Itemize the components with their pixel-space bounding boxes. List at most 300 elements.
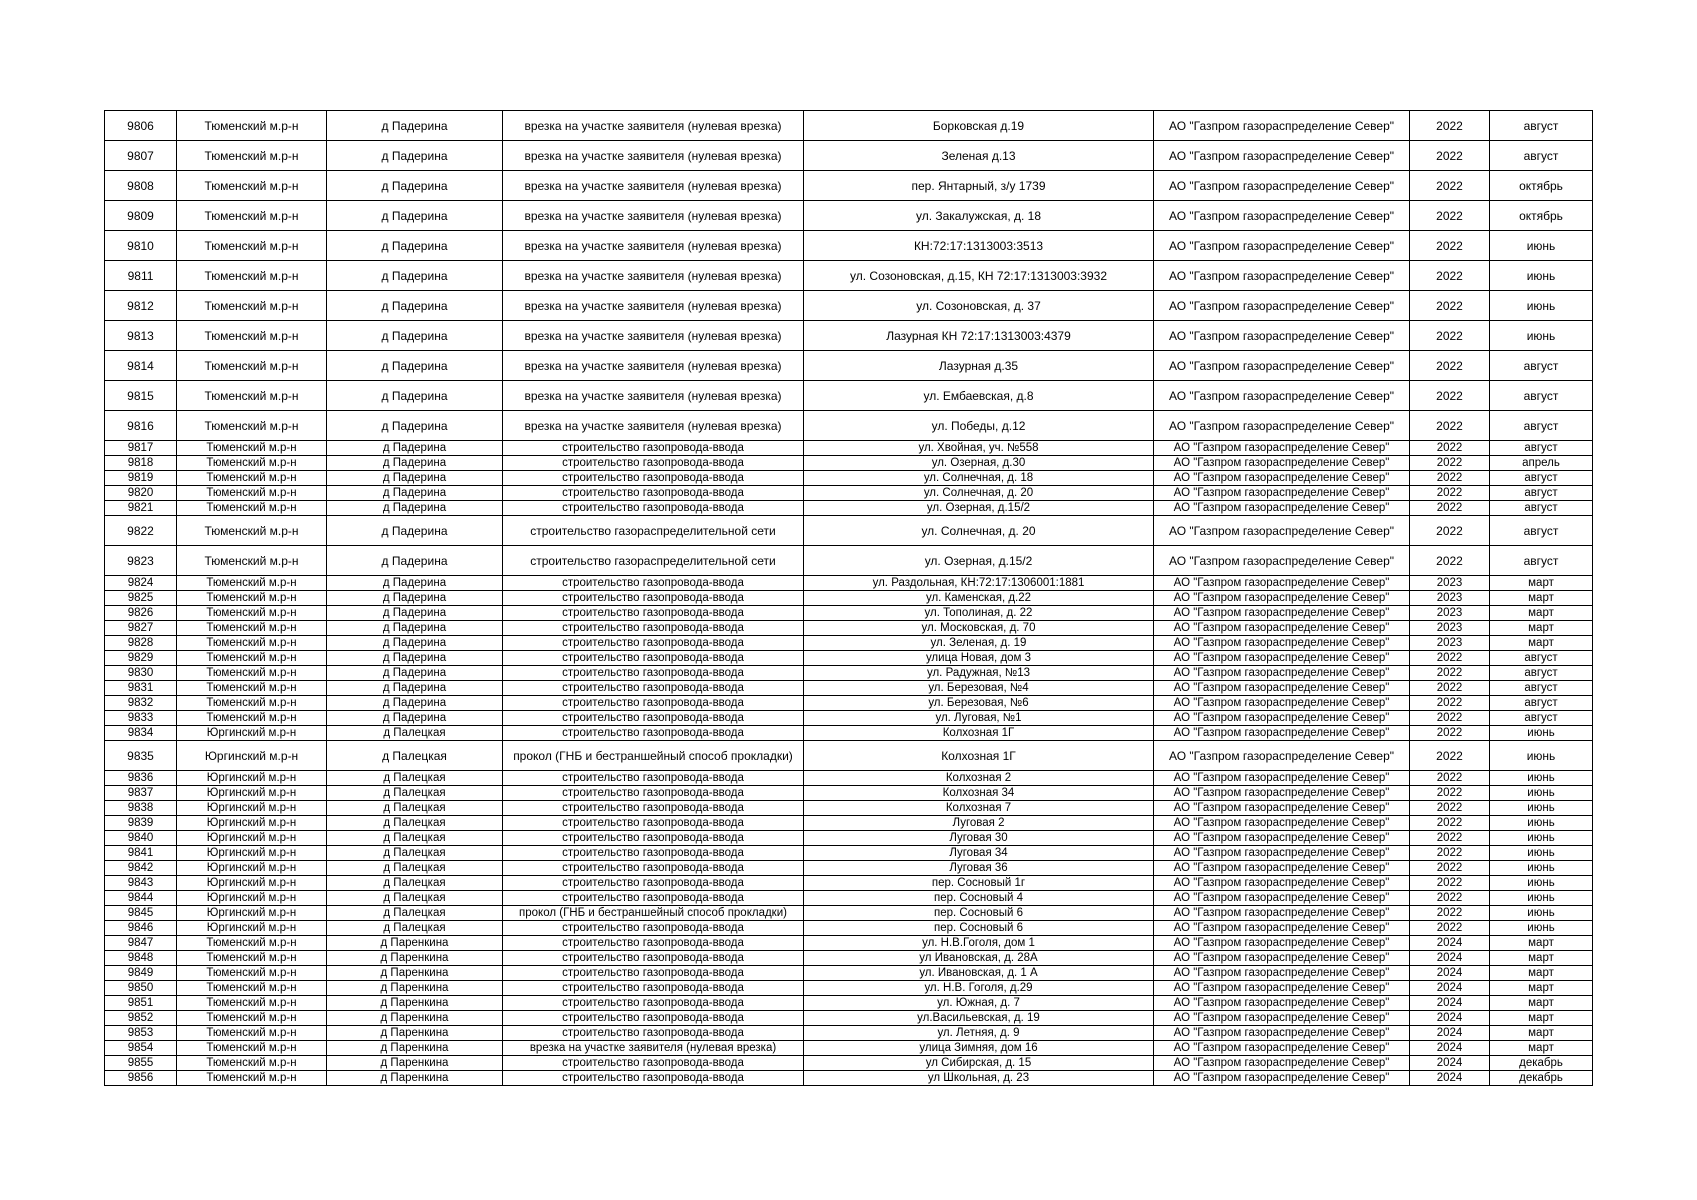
locality-cell: д Падерина: [327, 711, 503, 726]
month-cell: март: [1490, 636, 1593, 651]
organization-cell: АО "Газпром газораспределение Север": [1154, 576, 1410, 591]
year-cell: 2022: [1410, 141, 1490, 171]
month-cell: март: [1490, 966, 1593, 981]
work-type-cell: строительство газопровода-ввода: [503, 966, 804, 981]
work-type-cell: строительство газопровода-ввода: [503, 576, 804, 591]
organization-cell: АО "Газпром газораспределение Север": [1154, 1026, 1410, 1041]
table-body: [105, 111, 1593, 1086]
locality-cell: д Падерина: [327, 576, 503, 591]
address-cell: КН:72:17:1313003:3513: [804, 231, 1154, 261]
address-cell: пер. Сосновый 4: [804, 891, 1154, 906]
work-type-cell: строительство газопровода-ввода: [503, 981, 804, 996]
month-cell: март: [1490, 1011, 1593, 1026]
district-cell: Тюменский м.р-н: [177, 291, 327, 321]
address-cell: ул. Солнечная, д. 20: [804, 516, 1154, 546]
year-cell: 2022: [1410, 456, 1490, 471]
organization-cell: АО "Газпром газораспределение Север": [1154, 876, 1410, 891]
address-cell: пер. Янтарный, з/у 1739: [804, 171, 1154, 201]
organization-cell: АО "Газпром газораспределение Север": [1154, 381, 1410, 411]
row-number-cell: 9847: [105, 936, 177, 951]
year-cell: 2022: [1410, 666, 1490, 681]
table-row: [105, 876, 1593, 891]
organization-cell: АО "Газпром газораспределение Север": [1154, 321, 1410, 351]
locality-cell: д Паренкина: [327, 1041, 503, 1056]
address-cell: ул. Радужная, №13: [804, 666, 1154, 681]
row-number-cell: 9848: [105, 951, 177, 966]
address-cell: ул. Зеленая, д. 19: [804, 636, 1154, 651]
locality-cell: д Падерина: [327, 471, 503, 486]
organization-cell: АО "Газпром газораспределение Север": [1154, 606, 1410, 621]
table-row: [105, 516, 1593, 546]
address-cell: ул. Тополиная, д. 22: [804, 606, 1154, 621]
row-number-cell: 9815: [105, 381, 177, 411]
month-cell: октябрь: [1490, 201, 1593, 231]
row-number-cell: 9819: [105, 471, 177, 486]
locality-cell: д Падерина: [327, 351, 503, 381]
row-number-cell: 9836: [105, 771, 177, 786]
table-row: [105, 861, 1593, 876]
organization-cell: АО "Газпром газораспределение Север": [1154, 906, 1410, 921]
work-type-cell: строительство газопровода-ввода: [503, 936, 804, 951]
year-cell: 2022: [1410, 696, 1490, 711]
year-cell: 2022: [1410, 891, 1490, 906]
organization-cell: АО "Газпром газораспределение Север": [1154, 696, 1410, 711]
district-cell: Юргинский м.р-н: [177, 861, 327, 876]
district-cell: Тюменский м.р-н: [177, 636, 327, 651]
address-cell: ул. Н.В.Гоголя, дом 1: [804, 936, 1154, 951]
work-type-cell: строительство газопровода-ввода: [503, 921, 804, 936]
work-type-cell: строительство газопровода-ввода: [503, 471, 804, 486]
row-number-cell: 9835: [105, 741, 177, 771]
address-cell: Зеленая д.13: [804, 141, 1154, 171]
month-cell: июнь: [1490, 906, 1593, 921]
work-type-cell: строительство газопровода-ввода: [503, 786, 804, 801]
table-row: [105, 771, 1593, 786]
work-type-cell: строительство газопровода-ввода: [503, 801, 804, 816]
work-type-cell: строительство газораспределительной сети: [503, 546, 804, 576]
organization-cell: АО "Газпром газораспределение Север": [1154, 741, 1410, 771]
table-row: [105, 381, 1593, 411]
address-cell: ул. Березовая, №6: [804, 696, 1154, 711]
row-number-cell: 9828: [105, 636, 177, 651]
work-type-cell: строительство газопровода-ввода: [503, 876, 804, 891]
locality-cell: д Палецкая: [327, 786, 503, 801]
district-cell: Тюменский м.р-н: [177, 201, 327, 231]
address-cell: ул. Московская, д. 70: [804, 621, 1154, 636]
year-cell: 2022: [1410, 231, 1490, 261]
district-cell: Тюменский м.р-н: [177, 1011, 327, 1026]
work-type-cell: строительство газопровода-ввода: [503, 711, 804, 726]
organization-cell: АО "Газпром газораспределение Север": [1154, 951, 1410, 966]
month-cell: март: [1490, 1026, 1593, 1041]
month-cell: август: [1490, 111, 1593, 141]
month-cell: август: [1490, 486, 1593, 501]
locality-cell: д Падерина: [327, 111, 503, 141]
table-row: [105, 321, 1593, 351]
address-cell: ул. Каменская, д.22: [804, 591, 1154, 606]
locality-cell: д Палецкая: [327, 816, 503, 831]
locality-cell: д Паренкина: [327, 996, 503, 1011]
organization-cell: АО "Газпром газораспределение Север": [1154, 666, 1410, 681]
work-type-cell: строительство газопровода-ввода: [503, 681, 804, 696]
locality-cell: д Падерина: [327, 516, 503, 546]
table-row: [105, 501, 1593, 516]
work-type-cell: врезка на участке заявителя (нулевая врезка): [503, 381, 804, 411]
month-cell: август: [1490, 546, 1593, 576]
row-number-cell: 9827: [105, 621, 177, 636]
work-type-cell: врезка на участке заявителя (нулевая врезка): [503, 141, 804, 171]
organization-cell: АО "Газпром газораспределение Север": [1154, 501, 1410, 516]
district-cell: Тюменский м.р-н: [177, 381, 327, 411]
organization-cell: АО "Газпром газораспределение Север": [1154, 936, 1410, 951]
district-cell: Тюменский м.р-н: [177, 651, 327, 666]
year-cell: 2024: [1410, 936, 1490, 951]
row-number-cell: 9846: [105, 921, 177, 936]
year-cell: 2022: [1410, 651, 1490, 666]
address-cell: пер. Сосновый 1г: [804, 876, 1154, 891]
row-number-cell: 9839: [105, 816, 177, 831]
organization-cell: АО "Газпром газораспределение Север": [1154, 1011, 1410, 1026]
district-cell: Юргинский м.р-н: [177, 891, 327, 906]
locality-cell: д Палецкая: [327, 726, 503, 741]
month-cell: август: [1490, 711, 1593, 726]
organization-cell: АО "Газпром газораспределение Север": [1154, 651, 1410, 666]
address-cell: ул Школьная, д. 23: [804, 1071, 1154, 1086]
district-cell: Тюменский м.р-н: [177, 996, 327, 1011]
district-cell: Юргинский м.р-н: [177, 876, 327, 891]
work-type-cell: строительство газопровода-ввода: [503, 891, 804, 906]
row-number-cell: 9843: [105, 876, 177, 891]
table-row: [105, 456, 1593, 471]
organization-cell: АО "Газпром газораспределение Север": [1154, 291, 1410, 321]
district-cell: Тюменский м.р-н: [177, 696, 327, 711]
organization-cell: АО "Газпром газораспределение Север": [1154, 681, 1410, 696]
row-number-cell: 9851: [105, 996, 177, 1011]
locality-cell: д Паренкина: [327, 951, 503, 966]
work-type-cell: врезка на участке заявителя (нулевая врезка): [503, 261, 804, 291]
district-cell: Тюменский м.р-н: [177, 1071, 327, 1086]
month-cell: декабрь: [1490, 1056, 1593, 1071]
row-number-cell: 9814: [105, 351, 177, 381]
table-row: [105, 936, 1593, 951]
month-cell: июнь: [1490, 771, 1593, 786]
address-cell: ул. Созоновская, д. 37: [804, 291, 1154, 321]
work-type-cell: врезка на участке заявителя (нулевая врезка): [503, 1041, 804, 1056]
table-row: [105, 831, 1593, 846]
month-cell: март: [1490, 996, 1593, 1011]
month-cell: июнь: [1490, 876, 1593, 891]
organization-cell: АО "Газпром газораспределение Север": [1154, 516, 1410, 546]
address-cell: ул. Ембаевская, д.8: [804, 381, 1154, 411]
year-cell: 2023: [1410, 576, 1490, 591]
gasification-table: [104, 110, 1593, 1086]
table-row: [105, 726, 1593, 741]
table-row: [105, 576, 1593, 591]
address-cell: Колхозная 1Г: [804, 726, 1154, 741]
district-cell: Тюменский м.р-н: [177, 411, 327, 441]
address-cell: Луговая 36: [804, 861, 1154, 876]
row-number-cell: 9853: [105, 1026, 177, 1041]
locality-cell: д Падерина: [327, 141, 503, 171]
table-row: [105, 171, 1593, 201]
row-number-cell: 9855: [105, 1056, 177, 1071]
locality-cell: д Палецкая: [327, 876, 503, 891]
district-cell: Юргинский м.р-н: [177, 831, 327, 846]
row-number-cell: 9838: [105, 801, 177, 816]
row-number-cell: 9840: [105, 831, 177, 846]
locality-cell: д Палецкая: [327, 846, 503, 861]
month-cell: июнь: [1490, 786, 1593, 801]
month-cell: апрель: [1490, 456, 1593, 471]
work-type-cell: строительство газопровода-ввода: [503, 441, 804, 456]
row-number-cell: 9844: [105, 891, 177, 906]
year-cell: 2023: [1410, 636, 1490, 651]
locality-cell: д Палецкая: [327, 771, 503, 786]
address-cell: пер. Сосновый 6: [804, 906, 1154, 921]
year-cell: 2022: [1410, 441, 1490, 456]
year-cell: 2022: [1410, 921, 1490, 936]
organization-cell: АО "Газпром газораспределение Север": [1154, 411, 1410, 441]
month-cell: июнь: [1490, 846, 1593, 861]
address-cell: ул. Ивановская, д. 1 А: [804, 966, 1154, 981]
table-row: [105, 141, 1593, 171]
address-cell: Колхозная 7: [804, 801, 1154, 816]
table-row: [105, 351, 1593, 381]
district-cell: Тюменский м.р-н: [177, 231, 327, 261]
district-cell: Тюменский м.р-н: [177, 966, 327, 981]
organization-cell: АО "Газпром газораспределение Север": [1154, 441, 1410, 456]
month-cell: август: [1490, 681, 1593, 696]
locality-cell: д Палецкая: [327, 906, 503, 921]
table-row: [105, 906, 1593, 921]
organization-cell: АО "Газпром газораспределение Север": [1154, 486, 1410, 501]
work-type-cell: строительство газопровода-ввода: [503, 1056, 804, 1071]
table-row: [105, 786, 1593, 801]
locality-cell: д Падерина: [327, 651, 503, 666]
work-type-cell: строительство газопровода-ввода: [503, 1011, 804, 1026]
district-cell: Тюменский м.р-н: [177, 1041, 327, 1056]
work-type-cell: строительство газопровода-ввода: [503, 861, 804, 876]
district-cell: Тюменский м.р-н: [177, 1056, 327, 1071]
table-row: [105, 981, 1593, 996]
year-cell: 2024: [1410, 951, 1490, 966]
work-type-cell: строительство газопровода-ввода: [503, 1071, 804, 1086]
locality-cell: д Паренкина: [327, 1026, 503, 1041]
row-number-cell: 9813: [105, 321, 177, 351]
month-cell: август: [1490, 351, 1593, 381]
row-number-cell: 9822: [105, 516, 177, 546]
district-cell: Тюменский м.р-н: [177, 621, 327, 636]
organization-cell: АО "Газпром газораспределение Север": [1154, 1041, 1410, 1056]
year-cell: 2022: [1410, 411, 1490, 441]
address-cell: ул.Васильевская, д. 19: [804, 1011, 1154, 1026]
table-row: [105, 291, 1593, 321]
row-number-cell: 9806: [105, 111, 177, 141]
organization-cell: АО "Газпром газораспределение Север": [1154, 351, 1410, 381]
table-row: [105, 816, 1593, 831]
month-cell: март: [1490, 591, 1593, 606]
year-cell: 2022: [1410, 201, 1490, 231]
district-cell: Тюменский м.р-н: [177, 486, 327, 501]
year-cell: 2024: [1410, 1026, 1490, 1041]
year-cell: 2024: [1410, 1056, 1490, 1071]
organization-cell: АО "Газпром газораспределение Север": [1154, 111, 1410, 141]
district-cell: Тюменский м.р-н: [177, 456, 327, 471]
organization-cell: АО "Газпром газораспределение Север": [1154, 171, 1410, 201]
year-cell: 2022: [1410, 816, 1490, 831]
month-cell: март: [1490, 1041, 1593, 1056]
locality-cell: д Падерина: [327, 621, 503, 636]
address-cell: Колхозная 34: [804, 786, 1154, 801]
locality-cell: д Падерина: [327, 411, 503, 441]
row-number-cell: 9826: [105, 606, 177, 621]
organization-cell: АО "Газпром газораспределение Север": [1154, 921, 1410, 936]
year-cell: 2022: [1410, 351, 1490, 381]
row-number-cell: 9841: [105, 846, 177, 861]
district-cell: Тюменский м.р-н: [177, 951, 327, 966]
year-cell: 2024: [1410, 1011, 1490, 1026]
month-cell: март: [1490, 936, 1593, 951]
month-cell: март: [1490, 621, 1593, 636]
district-cell: Тюменский м.р-н: [177, 441, 327, 456]
locality-cell: д Падерина: [327, 591, 503, 606]
table-row: [105, 1056, 1593, 1071]
work-type-cell: строительство газопровода-ввода: [503, 696, 804, 711]
locality-cell: д Палецкая: [327, 921, 503, 936]
address-cell: Лазурная д.35: [804, 351, 1154, 381]
organization-cell: АО "Газпром газораспределение Север": [1154, 861, 1410, 876]
row-number-cell: 9854: [105, 1041, 177, 1056]
district-cell: Тюменский м.р-н: [177, 936, 327, 951]
work-type-cell: строительство газопровода-ввода: [503, 996, 804, 1011]
year-cell: 2022: [1410, 321, 1490, 351]
work-type-cell: врезка на участке заявителя (нулевая врезка): [503, 171, 804, 201]
district-cell: Тюменский м.р-н: [177, 606, 327, 621]
organization-cell: АО "Газпром газораспределение Север": [1154, 831, 1410, 846]
table-row: [105, 846, 1593, 861]
row-number-cell: 9823: [105, 546, 177, 576]
district-cell: Тюменский м.р-н: [177, 981, 327, 996]
month-cell: март: [1490, 981, 1593, 996]
row-number-cell: 9832: [105, 696, 177, 711]
month-cell: август: [1490, 381, 1593, 411]
month-cell: март: [1490, 606, 1593, 621]
year-cell: 2022: [1410, 786, 1490, 801]
address-cell: Луговая 30: [804, 831, 1154, 846]
organization-cell: АО "Газпром газораспределение Север": [1154, 1071, 1410, 1086]
year-cell: 2022: [1410, 861, 1490, 876]
address-cell: ул. Березовая, №4: [804, 681, 1154, 696]
year-cell: 2022: [1410, 711, 1490, 726]
year-cell: 2022: [1410, 291, 1490, 321]
year-cell: 2022: [1410, 771, 1490, 786]
work-type-cell: строительство газопровода-ввода: [503, 636, 804, 651]
table-row: [105, 471, 1593, 486]
month-cell: июнь: [1490, 831, 1593, 846]
address-cell: Лазурная КН 72:17:1313003:4379: [804, 321, 1154, 351]
locality-cell: д Падерина: [327, 486, 503, 501]
organization-cell: АО "Газпром газораспределение Север": [1154, 621, 1410, 636]
table-row: [105, 441, 1593, 456]
locality-cell: д Падерина: [327, 201, 503, 231]
year-cell: 2024: [1410, 966, 1490, 981]
address-cell: ул. Раздольная, КН:72:17:1306001:1881: [804, 576, 1154, 591]
work-type-cell: строительство газопровода-ввода: [503, 486, 804, 501]
table-row: [105, 921, 1593, 936]
district-cell: Тюменский м.р-н: [177, 111, 327, 141]
district-cell: Тюменский м.р-н: [177, 546, 327, 576]
address-cell: ул. Солнечная, д. 20: [804, 486, 1154, 501]
address-cell: Луговая 34: [804, 846, 1154, 861]
table-row: [105, 111, 1593, 141]
address-cell: ул. Победы, д.12: [804, 411, 1154, 441]
month-cell: июнь: [1490, 261, 1593, 291]
row-number-cell: 9834: [105, 726, 177, 741]
month-cell: июнь: [1490, 231, 1593, 261]
organization-cell: АО "Газпром газораспределение Север": [1154, 591, 1410, 606]
organization-cell: АО "Газпром газораспределение Север": [1154, 996, 1410, 1011]
year-cell: 2022: [1410, 906, 1490, 921]
work-type-cell: строительство газопровода-ввода: [503, 816, 804, 831]
row-number-cell: 9849: [105, 966, 177, 981]
work-type-cell: строительство газопровода-ввода: [503, 666, 804, 681]
table-row: [105, 951, 1593, 966]
locality-cell: д Падерина: [327, 441, 503, 456]
address-cell: ул Ивановская, д. 28А: [804, 951, 1154, 966]
row-number-cell: 9830: [105, 666, 177, 681]
month-cell: июнь: [1490, 741, 1593, 771]
organization-cell: АО "Газпром газораспределение Север": [1154, 546, 1410, 576]
work-type-cell: врезка на участке заявителя (нулевая врезка): [503, 351, 804, 381]
address-cell: пер. Сосновый 6: [804, 921, 1154, 936]
table-row: [105, 711, 1593, 726]
table-row: [105, 666, 1593, 681]
month-cell: июнь: [1490, 921, 1593, 936]
row-number-cell: 9812: [105, 291, 177, 321]
month-cell: август: [1490, 471, 1593, 486]
district-cell: Юргинский м.р-н: [177, 846, 327, 861]
district-cell: Юргинский м.р-н: [177, 786, 327, 801]
year-cell: 2022: [1410, 111, 1490, 141]
table-row: [105, 486, 1593, 501]
year-cell: 2023: [1410, 606, 1490, 621]
address-cell: ул. Озерная, д.15/2: [804, 501, 1154, 516]
address-cell: Колхозная 1Г: [804, 741, 1154, 771]
organization-cell: АО "Газпром газораспределение Север": [1154, 636, 1410, 651]
organization-cell: АО "Газпром газораспределение Север": [1154, 771, 1410, 786]
locality-cell: д Падерина: [327, 171, 503, 201]
month-cell: август: [1490, 501, 1593, 516]
table-row: [105, 966, 1593, 981]
month-cell: октябрь: [1490, 171, 1593, 201]
row-number-cell: 9824: [105, 576, 177, 591]
row-number-cell: 9829: [105, 651, 177, 666]
locality-cell: д Падерина: [327, 291, 503, 321]
month-cell: март: [1490, 951, 1593, 966]
table-row: [105, 1071, 1593, 1086]
row-number-cell: 9852: [105, 1011, 177, 1026]
table-row: [105, 411, 1593, 441]
year-cell: 2024: [1410, 996, 1490, 1011]
locality-cell: д Паренкина: [327, 936, 503, 951]
row-number-cell: 9816: [105, 411, 177, 441]
work-type-cell: прокол (ГНБ и бестраншейный способ прокладки): [503, 741, 804, 771]
row-number-cell: 9807: [105, 141, 177, 171]
district-cell: Тюменский м.р-н: [177, 471, 327, 486]
table-row: [105, 636, 1593, 651]
table-row: [105, 801, 1593, 816]
month-cell: июнь: [1490, 726, 1593, 741]
